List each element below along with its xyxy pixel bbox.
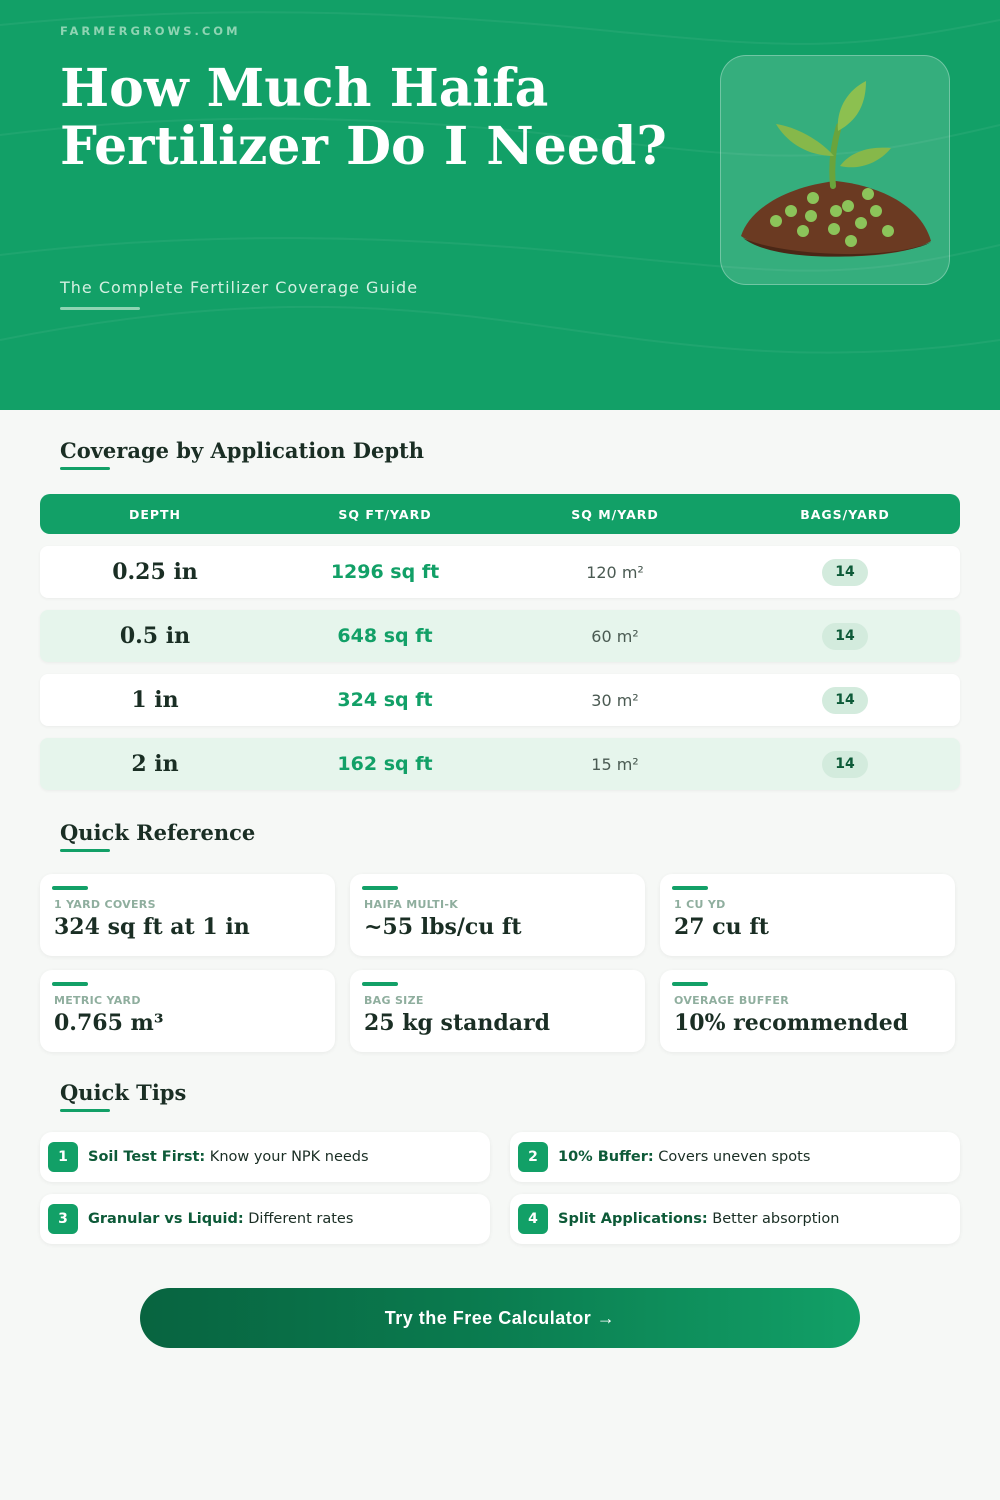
sqft-cell: 648 sq ft bbox=[337, 625, 433, 647]
card-accent-bar bbox=[362, 982, 398, 986]
tip-description: Know your NPK needs bbox=[205, 1149, 369, 1165]
site-brand: FARMERGROWS.COM bbox=[60, 24, 241, 38]
card-value: ~55 lbs/cu ft bbox=[364, 914, 522, 940]
seedling-in-fertilized-soil-icon bbox=[721, 56, 951, 286]
card-value: 0.765 m³ bbox=[54, 1010, 164, 1036]
card-value: 25 kg standard bbox=[364, 1010, 550, 1036]
card-label: 1 CU YD bbox=[674, 898, 726, 911]
card-value: 27 cu ft bbox=[674, 914, 769, 940]
tip-number-badge: 1 bbox=[48, 1142, 78, 1172]
card-accent-bar bbox=[52, 982, 88, 986]
tips-title-underline bbox=[60, 1109, 110, 1112]
tip-description: Different rates bbox=[243, 1211, 354, 1227]
hero-banner bbox=[0, 0, 1000, 410]
reference-section-title: Quick Reference bbox=[60, 820, 256, 845]
card-label: 1 YARD COVERS bbox=[54, 898, 156, 911]
sqm-cell: 60 m² bbox=[591, 626, 639, 646]
sqft-cell: 324 sq ft bbox=[337, 689, 433, 711]
table-row bbox=[40, 674, 960, 726]
reference-card bbox=[660, 970, 955, 1052]
card-accent-bar bbox=[672, 982, 708, 986]
card-value: 324 sq ft at 1 in bbox=[54, 914, 250, 940]
tip-heading: Split Applications: bbox=[558, 1211, 708, 1227]
tip-text bbox=[558, 1211, 839, 1227]
table-row bbox=[40, 610, 960, 662]
subtitle-underline bbox=[60, 307, 140, 310]
depth-cell: 2 in bbox=[131, 751, 179, 777]
card-label: HAIFA MULTI-K bbox=[364, 898, 459, 911]
page-subtitle: The Complete Fertilizer Coverage Guide bbox=[60, 278, 419, 297]
column-header-sqm: SQ M/YARD bbox=[571, 506, 659, 522]
tip-description: Better absorption bbox=[707, 1211, 840, 1227]
coverage-title-underline bbox=[60, 467, 110, 470]
card-accent-bar bbox=[672, 886, 708, 890]
bags-badge: 14 bbox=[822, 751, 868, 778]
card-accent-bar bbox=[52, 886, 88, 890]
tips-section-title: Quick Tips bbox=[60, 1080, 187, 1105]
tip-item bbox=[510, 1132, 960, 1182]
tip-number-badge: 2 bbox=[518, 1142, 548, 1172]
tip-heading: Granular vs Liquid: bbox=[88, 1211, 244, 1227]
card-accent-bar bbox=[362, 886, 398, 890]
reference-card bbox=[40, 874, 335, 956]
sqft-cell: 1296 sq ft bbox=[330, 561, 440, 583]
reference-card bbox=[350, 970, 645, 1052]
bags-badge: 14 bbox=[822, 687, 868, 714]
reference-card bbox=[40, 970, 335, 1052]
tip-number-badge: 4 bbox=[518, 1204, 548, 1234]
depth-cell: 0.25 in bbox=[112, 559, 198, 585]
column-header-sqft: SQ FT/YARD bbox=[338, 506, 432, 522]
tip-description: Covers uneven spots bbox=[653, 1149, 811, 1165]
card-label: METRIC YARD bbox=[54, 994, 141, 1007]
hero-illustration-frame bbox=[720, 55, 950, 285]
reference-card bbox=[350, 874, 645, 956]
card-value: 10% recommended bbox=[674, 1010, 909, 1036]
sqft-cell: 162 sq ft bbox=[337, 753, 433, 775]
card-label: OVERAGE BUFFER bbox=[674, 994, 789, 1007]
sqm-cell: 15 m² bbox=[591, 754, 639, 774]
coverage-table-header bbox=[40, 494, 960, 534]
coverage-section-title: Coverage by Application Depth bbox=[60, 438, 425, 463]
tip-item bbox=[40, 1132, 490, 1182]
tip-text bbox=[88, 1149, 369, 1165]
tip-heading: Soil Test First: bbox=[88, 1149, 206, 1165]
tip-text bbox=[558, 1149, 810, 1165]
tip-item bbox=[40, 1194, 490, 1244]
tip-text bbox=[88, 1211, 353, 1227]
depth-cell: 0.5 in bbox=[119, 623, 191, 649]
bags-badge: 14 bbox=[822, 559, 868, 586]
try-calculator-button[interactable]: Try the Free Calculator → bbox=[140, 1288, 860, 1348]
reference-title-underline bbox=[60, 849, 110, 852]
tip-number-badge: 3 bbox=[48, 1204, 78, 1234]
reference-card bbox=[660, 874, 955, 956]
sqm-cell: 30 m² bbox=[591, 690, 639, 710]
table-row bbox=[40, 738, 960, 790]
page-title: How Much Haifa Fertilizer Do I Need? bbox=[60, 58, 667, 177]
sqm-cell: 120 m² bbox=[586, 562, 644, 582]
tip-heading: 10% Buffer: bbox=[558, 1149, 654, 1165]
column-header-bags: BAGS/YARD bbox=[800, 506, 890, 522]
tip-item bbox=[510, 1194, 960, 1244]
column-header-depth: DEPTH bbox=[128, 506, 182, 522]
depth-cell: 1 in bbox=[131, 687, 179, 713]
card-label: BAG SIZE bbox=[364, 994, 424, 1007]
bags-badge: 14 bbox=[822, 623, 868, 650]
table-row bbox=[40, 546, 960, 598]
